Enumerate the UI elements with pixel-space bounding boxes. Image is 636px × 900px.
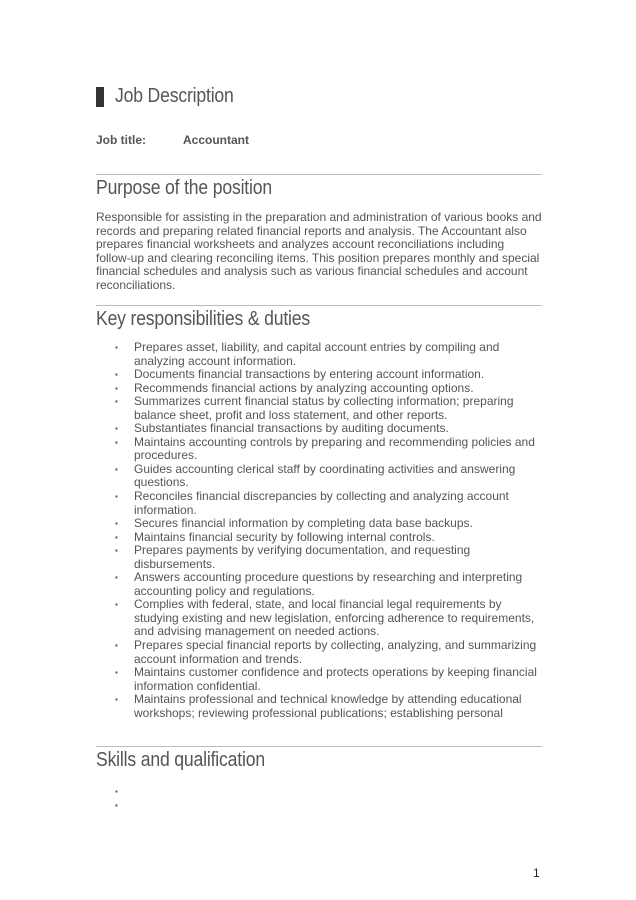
list-item: ▪ Summarizes current financial status by collecting information; preparing balance sheet, profit and loss statement, and other reports. [115,394,514,422]
divider [96,174,542,175]
list-item: ▪ Maintains financial security by following internal controls. [115,529,435,544]
divider [96,305,542,306]
skills-heading: Skills and qualification [96,749,265,771]
divider [96,746,542,747]
list-item: ▪ Maintains accounting controls by preparing and recommending policies and procedures. [115,434,535,463]
purpose-text: Responsible for assisting in the preparation and administration of various books and records and preparing related financial reports and analysis. The Accountant also prepares financial worksheets and analyzes account reconciliations including follow-up and clearing reconciling items. This position prepares monthly and special financial schedules and analysis such as various financial schedules and account reconciliations. [96,210,542,292]
list-item: ▪ Prepares special financial reports by collecting, analyzing, and summarizing account information and trends. [115,638,537,666]
list-item: ▪ Maintains professional and technical knowledge by attending educational workshops; reviewing professional publications; establishing personal [115,692,522,720]
responsibilities-list [115,341,545,720]
list-item: ▪ Substantiates financial transactions by auditing documents. [115,421,449,436]
list-item: ▪ Prepares payments by verifying documentation, and requesting disbursements. [115,543,471,571]
list-item: ▪ Secures financial information by completing data base backups. [115,516,473,531]
list-item: ▪ Prepares asset, liability, and capital account entries by compiling and analyzing account information. [115,340,500,368]
job-title-row [96,133,249,147]
job-title-label: Job title: [96,133,146,147]
list-item: ▪ [115,787,118,796]
list-item: ▪ Recommends financial actions by analyzing accounting options. [115,380,474,395]
responsibilities-heading: Key responsibilities & duties [96,308,311,330]
list-item: ▪ Complies with federal, state, and local financial legal requirements by studying existing and new legislation, enforcing adherence to requirements, and advising management on needed actions. [115,597,535,639]
list-item: ▪ Reconciles financial discrepancies by collecting and analyzing account information. [115,489,509,517]
list-item: ▪ Guides accounting clerical staff by coordinating activities and answering questions. [115,461,516,490]
document-header [96,85,250,108]
skills-list [115,784,118,811]
job-title-value: Accountant [183,133,249,147]
list-item: ▪ Answers accounting procedure questions by researching and interpreting accounting policy and regulations. [115,570,523,598]
header-bar [96,87,104,107]
list-item: ▪ Documents financial transactions by entering account information. [115,367,485,382]
document-title: Job Description [115,85,234,107]
list-item: ▪ Maintains customer confidence and protects operations by keeping financial information confidential. [115,665,537,693]
page-number: 1 [533,866,540,880]
purpose-heading: Purpose of the position [96,177,272,199]
list-item: ▪ [115,800,118,810]
